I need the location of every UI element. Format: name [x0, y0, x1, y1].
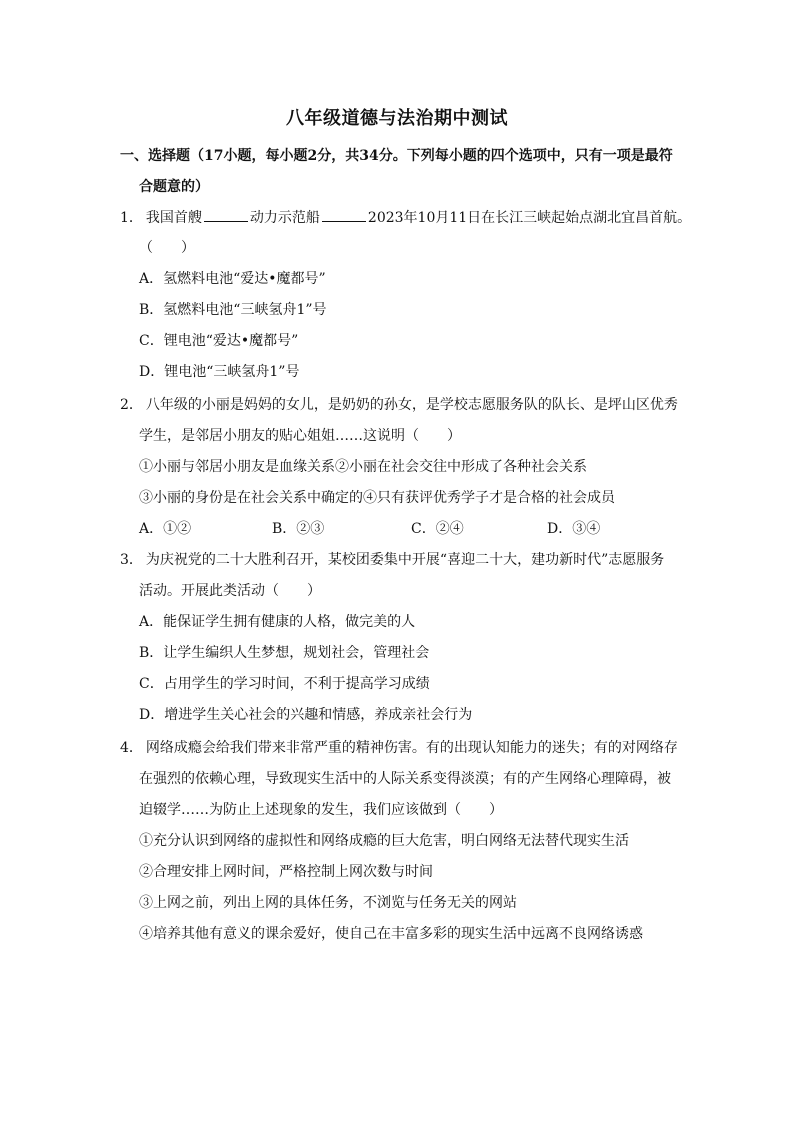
question-1-stem	[120, 207, 691, 228]
question-3-stem-line2: 活动。开展此类活动（ ）	[139, 583, 321, 599]
question-4-number: 4．	[120, 740, 143, 756]
question-2-option-a: A．①②	[139, 521, 192, 537]
question-2-statement-2: ③小丽的身份是在社会关系中确定的④只有获评优秀学子才是合格的社会成员	[139, 490, 615, 506]
section-heading-line1: 一、选择题（17小题，每小题2分，共34分。下列每小题的四个选项中，只有一项是最符	[120, 148, 673, 164]
question-1-stem-part1: 我国首艘	[145, 210, 202, 226]
question-2-stem-line2: 学生，是邻居小朋友的贴心姐姐……这说明（ ）	[139, 428, 461, 444]
question-3-stem-line1	[120, 550, 664, 570]
question-1-option-a: A．氢燃料电池“爱达•魔都号”	[139, 271, 326, 287]
question-1-answer-paren: （ ）	[139, 240, 195, 256]
question-1-blank-2	[322, 207, 366, 222]
question-3-stem-text1: 为庆祝党的二十大胜利召开，某校团委集中开展“喜迎二十大，建功新时代”志愿服务	[145, 552, 665, 568]
question-4-stem-line2: 在强烈的依赖心理，导致现实生活中的人际关系变得淡漠；有的产生网络心理障碍，被	[139, 771, 671, 787]
question-2-option-b: B．②③	[272, 521, 325, 537]
question-4-stem-text1: 网络成瘾会给我们带来非常严重的精神伤害。有的出现认知能力的迷失；有的对网络存	[145, 740, 678, 756]
question-2-stem-line1	[120, 395, 678, 415]
question-3-option-b: B．让学生编织人生梦想，规划社会，管理社会	[139, 645, 430, 661]
question-4-statement-3: ③上网之前，列出上网的具体任务，不浏览与任务无关的网站	[139, 895, 517, 911]
section-heading-line2: 合题意的）	[139, 179, 209, 195]
question-1-blank-1	[204, 207, 248, 222]
question-4-stem-line3: 迫辍学……为防止上述现象的发生，我们应该做到（ ）	[139, 802, 503, 818]
question-1-option-d: D．锂电池“三峡氢舟1”号	[139, 364, 300, 380]
question-2-stem-text1: 八年级的小丽是妈妈的女儿，是奶奶的孙女，是学校志愿服务队的队长、是坪山区优秀	[145, 397, 678, 413]
question-1-stem-part2: 动力示范船	[249, 210, 320, 226]
question-2-option-d: D．③④	[547, 521, 601, 537]
question-1-stem-part3: 2023年10月11日在长江三峡起始点湖北宜昌首航。	[367, 210, 692, 226]
question-1-option-b: B．氢燃料电池“三峡氢舟1”号	[139, 302, 327, 318]
question-1-number: 1．	[120, 210, 143, 226]
question-2-statement-1: ①小丽与邻居小朋友是血缘关系②小丽在社会交往中形成了各种社会关系	[139, 459, 587, 475]
question-3-number: 3．	[120, 552, 143, 568]
question-1-option-c: C．锂电池“爱达•魔都号”	[139, 333, 299, 349]
question-2-number: 2．	[120, 397, 143, 413]
question-2-option-c: C．②④	[411, 521, 464, 537]
question-4-statement-2: ②合理安排上网时间，严格控制上网次数与时间	[139, 864, 433, 880]
question-3-option-a: A．能保证学生拥有健康的人格，做完美的人	[139, 614, 416, 630]
question-4-stem-line1	[120, 738, 678, 758]
page-title: 八年级道德与法治期中测试	[286, 108, 508, 129]
question-3-option-d: D．增进学生关心社会的兴趣和情感，养成亲社会行为	[139, 707, 473, 723]
question-3-option-c: C．占用学生的学习时间，不利于提高学习成绩	[139, 676, 430, 692]
question-4-statement-4: ④培养其他有意义的课余爱好，使自己在丰富多彩的现实生活中远离不良网络诱惑	[139, 926, 643, 942]
question-4-statement-1: ①充分认识到网络的虚拟性和网络成瘾的巨大危害，明白网络无法替代现实生活	[139, 833, 629, 849]
